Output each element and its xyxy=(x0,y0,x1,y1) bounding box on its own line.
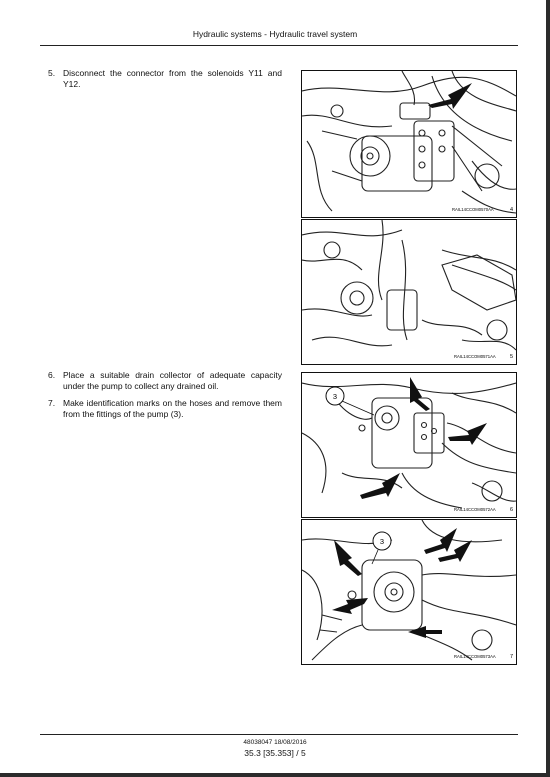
footer-divider xyxy=(40,734,518,735)
figure-number: 4 xyxy=(510,207,514,213)
step-text: Place a suitable drain collector of adequate capacity under the pump to collect any drained oil. xyxy=(63,370,282,391)
step-5 xyxy=(48,68,282,90)
hydraulic-pump-photo xyxy=(302,71,516,217)
step-number: 7. xyxy=(48,398,56,408)
step-number: 6. xyxy=(48,370,56,380)
figure-id: RAIL14CCOM0570AA xyxy=(452,207,494,212)
figure-number: 6 xyxy=(510,507,514,513)
step-text: Disconnect the connector from the solenoids Y11 and Y12. xyxy=(63,68,282,89)
hydraulic-pump-photo xyxy=(302,520,516,664)
figure-4 xyxy=(301,70,517,218)
page-edge-bottom xyxy=(0,773,550,777)
figure-number: 5 xyxy=(510,354,514,360)
footer-page-number: 35.3 [35.353] / 5 xyxy=(244,748,306,758)
figure-number: 7 xyxy=(510,654,514,660)
figure-id: RAIL14CCOM0572AA xyxy=(454,507,496,512)
footer-document-id: 48038047 18/08/2016 xyxy=(243,739,307,746)
figure-5 xyxy=(301,219,517,365)
hydraulic-pump-photo xyxy=(302,373,516,517)
step-number: 5. xyxy=(48,68,56,78)
figure-id: RAIL14CCOM0573AA xyxy=(454,654,496,659)
page-edge-right xyxy=(546,0,550,777)
figure-7 xyxy=(301,519,517,665)
figure-id: RAIL14CCOM0571AA xyxy=(454,354,496,359)
figure-6 xyxy=(301,372,517,518)
callout-label: 3 xyxy=(332,392,338,401)
hydraulic-pump-photo xyxy=(302,220,516,364)
step-text: Make identification marks on the hoses and remove them from the fittings of the pump (3). xyxy=(63,398,282,419)
callout-leader xyxy=(372,550,378,564)
step-6 xyxy=(48,370,282,392)
step-7 xyxy=(48,398,282,420)
callout-leader xyxy=(342,401,374,415)
page-header-title: Hydraulic systems - Hydraulic travel system xyxy=(192,29,358,39)
header-divider xyxy=(40,45,518,46)
callout-label: 3 xyxy=(379,537,385,546)
